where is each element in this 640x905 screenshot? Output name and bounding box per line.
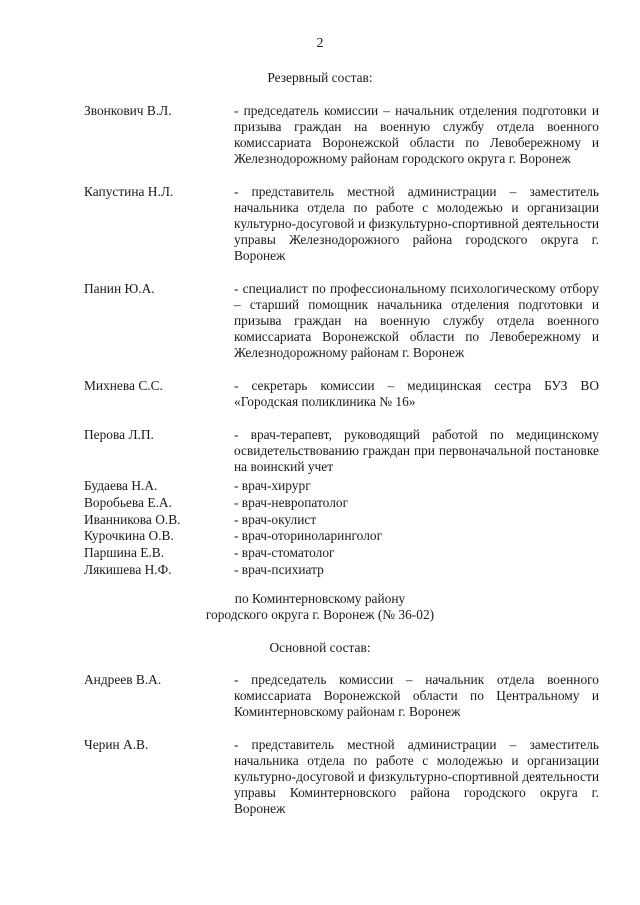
member-name: Паршина Е.В. [84,545,165,561]
member-name: Черин А.В. [84,737,149,752]
page-number: 2 [316,36,324,51]
list-item [0,495,640,512]
district-heading-line-1: по Коминтерновскому району [234,591,406,606]
member-role: - врач-хирург [234,478,311,493]
list-item [0,512,640,529]
list-item [0,528,640,545]
member-role: - врач-оториноларинголог [234,528,383,544]
member-role: - врач-психиатр [234,561,324,577]
member-name: Воробьева Е.А. [84,494,172,510]
member-name: Капустина Н.Л. [84,184,174,199]
main-heading: Основной состав: [269,640,371,655]
member-role: - врач-окулист [234,511,317,527]
member-name: Иванникова О.В. [84,511,181,527]
member-role: - председатель комиссии – начальник отдела военного комиссариата Воронежской области по Центральному и Коминтерновскому районам г. Воронеж [234,672,599,719]
member-role: - секретарь комиссии – медицинская сестра БУЗ ВО «Городская поликлиника № 16» [234,378,599,409]
list-item [0,562,640,579]
doctors-list [0,478,640,579]
reserve-heading: Резервный состав: [267,70,373,85]
member-name: Звонкович В.Л. [84,103,172,118]
member-name: Панин Ю.А. [84,281,155,296]
list-item [0,478,640,495]
member-role: - председатель комиссии – начальник отделения подготовки и призыва граждан на военную службу отдела военного комиссариата Воронежской области по Левобережному и Железнодорожному районам городского округа г. Воронеж [234,103,599,166]
member-role: - представитель местной администрации – заместитель начальника отдела по работе с молодежью и организации культурно-досуговой и физкультурно-спортивной деятельности управы Железнодорожного района городского округа г. Воронеж [234,184,599,263]
member-role: - врач-терапевт, руководящий работой по медицинскому освидетельствованию граждан при первоначальной постановке на воинский учет [234,427,599,474]
district-heading-line-2: городского округа г. Воронеж (№ 36-02) [205,607,435,622]
member-name: Андреев В.А. [84,672,162,687]
list-item [0,545,640,562]
member-role: - представитель местной администрации – заместитель начальника отдела по работе с молодежью и организации культурно-досуговой и физкультурно-спортивной деятельности управы Коминтерновского района городского округа г. Воронеж [234,737,599,816]
member-name: Лякишева Н.Ф. [84,561,172,577]
member-name: Будаева Н.А. [84,478,158,493]
member-role: - специалист по профессиональному психологическому отбору – старший помощник начальника отделения подготовки и призыва граждан на военную службу отдела военного комиссариата Воронежской области по Левобережному и Железнодорожному районам г. Воронеж [234,281,599,360]
member-name: Курочкина О.В. [84,528,174,544]
member-role: - врач-стоматолог [234,545,335,561]
member-name: Перова Л.П. [84,427,154,442]
member-role: - врач-невропатолог [234,494,349,510]
member-name: Михнева С.С. [84,378,163,393]
